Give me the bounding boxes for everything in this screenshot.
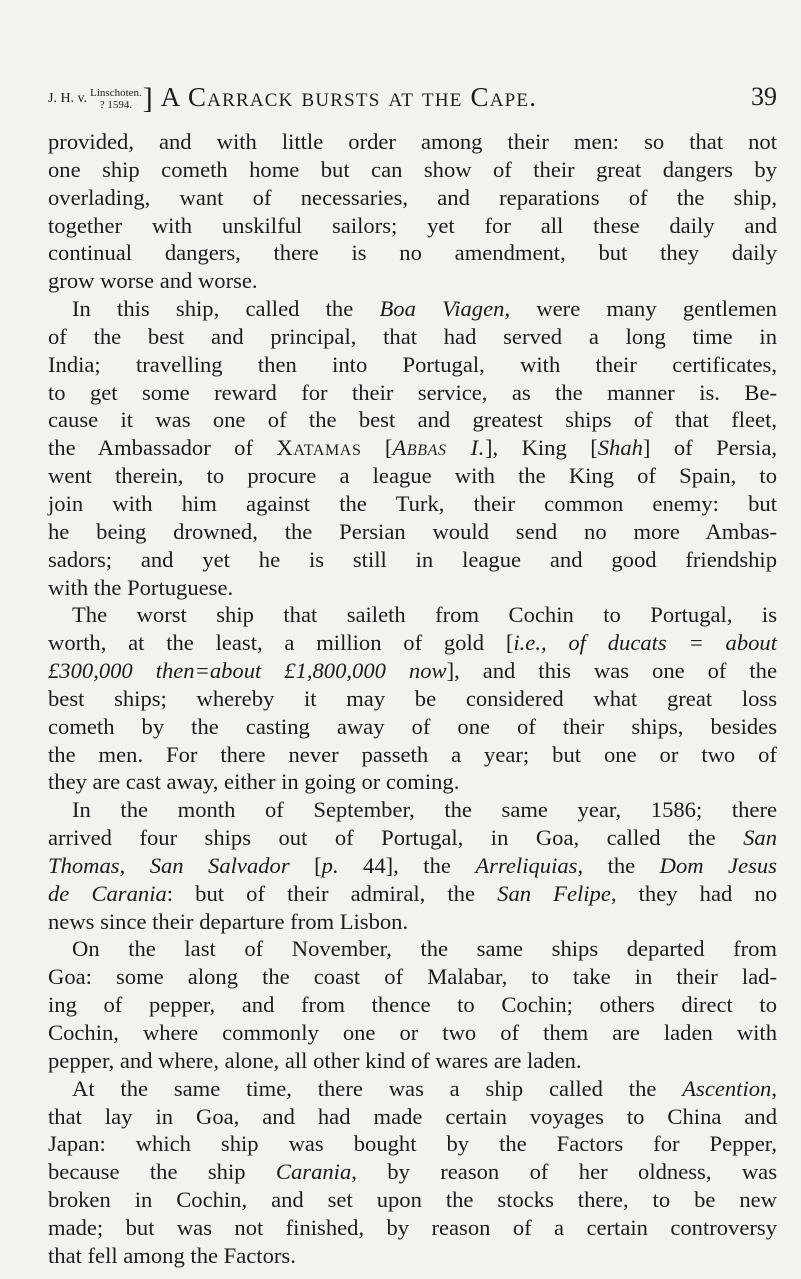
body-text bbox=[48, 128, 777, 1270]
page-number: 39 bbox=[751, 82, 777, 111]
text-segment: , by reason of her oldness, was bbox=[351, 1159, 777, 1185]
text-segment: On the last of November, the same ships departed from bbox=[72, 936, 777, 962]
text-line bbox=[48, 908, 777, 936]
text-segment: best ships; whereby it may be considered what great loss bbox=[48, 685, 777, 711]
text-segment: that fell among the Factors. bbox=[48, 1242, 296, 1268]
text-segment: join with him against the Turk, their common enemy: but bbox=[48, 490, 777, 516]
text-segment: arrived four ships out of Portugal, in Goa, called the bbox=[48, 825, 744, 851]
italic-text: de Carania bbox=[48, 880, 167, 906]
text-segment: ], and this was one of the bbox=[446, 658, 777, 684]
text-line bbox=[48, 546, 777, 574]
text-line bbox=[48, 852, 777, 880]
bracket-glyph: ] bbox=[142, 82, 153, 115]
text-line bbox=[48, 1186, 777, 1214]
text-segment: At the same time, there was a ship called the bbox=[72, 1075, 683, 1101]
text-segment: continual dangers, there is no amendment, but they daily bbox=[48, 240, 777, 266]
text-line bbox=[48, 128, 777, 156]
text-line bbox=[48, 1103, 777, 1131]
text-segment: cometh by the casting away of one of their ships, besides bbox=[48, 713, 777, 739]
text-segment: [ bbox=[289, 852, 322, 878]
italic-text: Dom Jesus bbox=[659, 852, 777, 878]
text-segment: one ship cometh home but can show of their great dangers by bbox=[48, 156, 777, 182]
text-line bbox=[48, 824, 777, 852]
text-segment: Xatamas bbox=[276, 435, 362, 461]
italic-text: p. bbox=[321, 852, 339, 878]
text-segment: Cochin, where commonly one or two of them are laden with bbox=[48, 1020, 777, 1045]
italic-text: £300,000 then=about £1,800,000 now bbox=[48, 658, 447, 684]
text-line bbox=[48, 601, 777, 629]
italic-text: Shah bbox=[597, 435, 643, 461]
text-segment: The worst ship that saileth from Cochin to Portugal, is bbox=[72, 602, 777, 628]
text-line bbox=[48, 406, 777, 434]
text-segment: he being drowned, the Persian would send no more Ambas- bbox=[48, 518, 777, 544]
text-line bbox=[48, 184, 777, 212]
italic-text: Carania bbox=[275, 1159, 352, 1185]
text-segment: India; travelling then into Portugal, with their certificates, bbox=[48, 351, 777, 377]
text-line bbox=[48, 1130, 777, 1158]
text-segment: with the Portuguese. bbox=[48, 574, 234, 600]
italic-text: San Felipe bbox=[497, 880, 611, 906]
text-segment: , were many gentlemen bbox=[504, 296, 777, 322]
text-segment: that lay in Goa, and had made certain voyages to China and bbox=[48, 1103, 777, 1129]
text-segment: Japan: which ship was bought by the Factors for Pepper, bbox=[48, 1131, 777, 1157]
text-line bbox=[48, 741, 777, 769]
text-segment: went therein, to procure a league with the King of Spain, to bbox=[48, 463, 777, 489]
text-line bbox=[48, 379, 777, 407]
text-segment: the men. For there never passeth a year; but one or two of bbox=[48, 741, 777, 767]
italic-text: i.e., of ducats = about bbox=[513, 630, 777, 656]
text-line bbox=[48, 1019, 777, 1047]
text-line bbox=[48, 685, 777, 713]
text-segment: In the month of September, the same year, 1586; there bbox=[72, 797, 777, 823]
text-segment: ing of pepper, and from thence to Cochin; others direct to bbox=[48, 992, 777, 1018]
text-segment: cause it was one of the best and greatest ships of that fleet, bbox=[48, 407, 777, 433]
text-segment: to get some reward for their service, as the manner is. Be- bbox=[48, 379, 777, 405]
text-segment: 44], the bbox=[338, 852, 476, 878]
text-segment: , they had no bbox=[610, 880, 777, 906]
text-segment: because the ship bbox=[48, 1159, 276, 1185]
running-head-source bbox=[90, 87, 142, 111]
italic-text: San Salvador bbox=[149, 852, 290, 878]
text-line bbox=[48, 796, 777, 824]
text-line bbox=[48, 713, 777, 741]
text-line bbox=[48, 1158, 777, 1186]
text-line bbox=[48, 267, 777, 295]
text-line bbox=[48, 963, 777, 991]
text-line bbox=[48, 657, 777, 685]
text-line bbox=[48, 434, 777, 462]
text-line bbox=[48, 880, 777, 908]
text-segment: news since their departure from Lisbon. bbox=[48, 908, 409, 934]
text-segment: , bbox=[119, 852, 150, 878]
text-line bbox=[48, 1075, 777, 1103]
text-segment: In this ship, called the bbox=[72, 296, 380, 322]
running-head-source-top: Linschoten. bbox=[90, 87, 142, 99]
italic-text: Arreliquias bbox=[475, 852, 578, 878]
text-segment: broken in Cochin, and set upon the stocks there, to be new bbox=[48, 1187, 777, 1213]
text-line bbox=[48, 212, 777, 240]
text-segment: grow worse and worse. bbox=[48, 268, 258, 294]
text-line bbox=[48, 351, 777, 379]
text-line bbox=[48, 991, 777, 1019]
text-segment: overlading, want of necessaries, and reparations of the ship, bbox=[48, 184, 777, 210]
text-line bbox=[48, 574, 777, 602]
text-line bbox=[48, 1242, 777, 1270]
text-segment: ] of Persia, bbox=[642, 435, 777, 461]
running-head-attribution bbox=[48, 82, 153, 115]
text-segment: pepper, and where, alone, all other kind of wares are laden. bbox=[48, 1047, 582, 1073]
text-segment: ], King [ bbox=[484, 435, 598, 461]
text-line bbox=[48, 239, 777, 267]
running-head bbox=[48, 72, 777, 115]
text-line bbox=[48, 518, 777, 546]
text-line bbox=[48, 768, 777, 796]
text-segment: the Ambassador of bbox=[48, 435, 277, 461]
text-line bbox=[48, 323, 777, 351]
text-segment: of the best and principal, that had served a long time in bbox=[48, 323, 777, 349]
italic-text: Abbas I. bbox=[392, 435, 485, 461]
text-line bbox=[48, 1214, 777, 1242]
text-line bbox=[48, 490, 777, 518]
text-line bbox=[48, 1047, 777, 1075]
italic-text: San bbox=[743, 825, 777, 851]
italic-text: Boa Viagen bbox=[379, 296, 505, 322]
text-segment: Goa: some along the coast of Malabar, to take in their lad- bbox=[48, 964, 777, 990]
text-segment: made; but was not finished, by reason of a certain controversy bbox=[48, 1214, 777, 1240]
text-segment: provided, and with little order among their men: so that not bbox=[48, 129, 777, 154]
text-segment: sadors; and yet he is still in league and good friendship bbox=[48, 546, 777, 572]
text-segment: they are cast away, either in going or coming. bbox=[48, 769, 460, 795]
running-head-author: J. H. v. bbox=[48, 91, 88, 106]
text-segment: [ bbox=[361, 435, 393, 461]
italic-text: Ascention bbox=[682, 1075, 772, 1101]
text-line bbox=[48, 629, 777, 657]
running-head-source-bottom: ? 1594. bbox=[99, 99, 133, 111]
text-line bbox=[48, 156, 777, 184]
running-head-title: A Carrack bursts at the Cape. bbox=[160, 82, 538, 112]
text-line bbox=[48, 462, 777, 490]
text-segment: , bbox=[771, 1075, 777, 1101]
text-segment: together with unskilful sailors; yet for all these daily and bbox=[48, 212, 777, 238]
text-segment: : but of their admiral, the bbox=[166, 880, 498, 906]
text-line bbox=[48, 935, 777, 963]
text-segment: worth, at the least, a million of gold [ bbox=[48, 630, 514, 656]
text-segment: , the bbox=[577, 852, 660, 878]
italic-text: Thomas bbox=[48, 852, 120, 878]
text-line bbox=[48, 295, 777, 323]
